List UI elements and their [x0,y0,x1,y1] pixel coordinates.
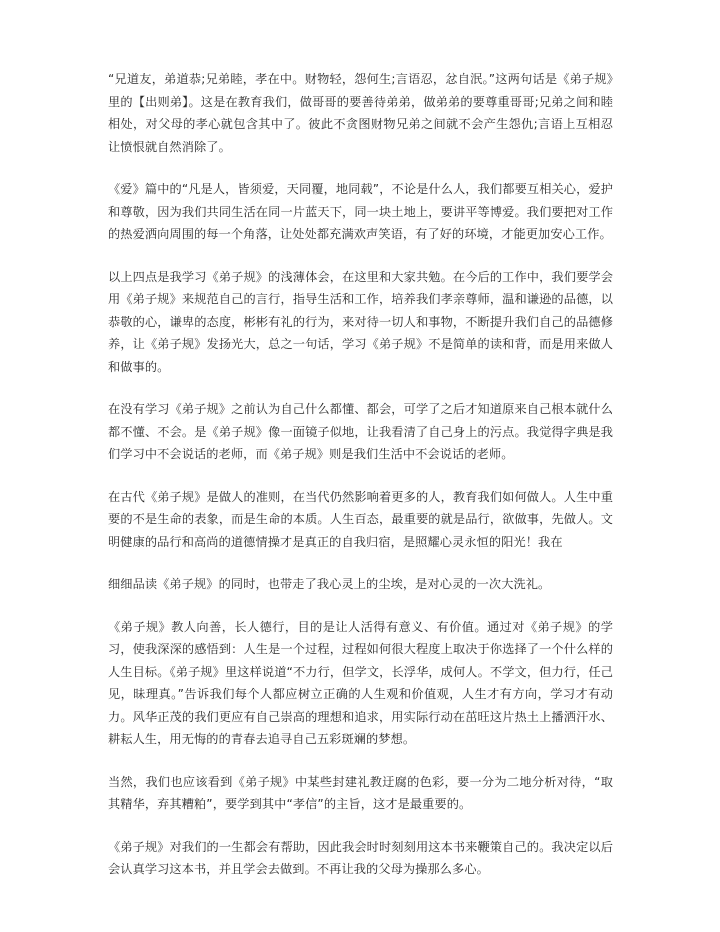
paragraph-3: 以上四点是我学习《弟子规》的浅薄体会，在这里和大家共勉。在今后的工作中，我们要学会用《弟子规》来规范自己的言行，指导生活和工作，培养我们孝亲尊师，温和谦逊的品德，以恭敬的心，谦卑的态度，彬彬有礼的行为，来对待一切人和事物，不断提升我们自己的品德修养，让《弟子规》发扬光大，总之一句话，学习《弟子规》不是简单的读和背，而是用来做人和做事的。 [108,269,613,374]
paragraph-6: 细细品读《弟子规》的同时，也带走了我心灵上的尘埃，是对心灵的一次大洗礼。 [108,577,551,591]
document-body [108,68,613,901]
paragraph-5: 在古代《弟子规》是做人的准则，在当代仍然影响着更多的人，教育我们如何做人。人生中重要的不是生命的表象，而是生命的本质。人生百态，最重要的就是品行，欲做事，先做人。文明健康的品行和高尚的道德情操才是真正的自我归宿，是照耀心灵永恒的阳光！我在 [108,489,613,549]
paragraph-9: 《弟子规》对我们的一生都会有帮助，因此我会时时刻刻用这本书来鞭策自己的。我决定以后会认真学习这本书，并且学会去做到。不再让我的父母为操那么多心。 [108,839,613,876]
paragraph-8: 当然，我们也应该看到《弟子规》中某些封建礼教迂腐的色彩，要一分为二地分析对待，“取其精华，弃其糟粕”，要学到其中“孝信”的主旨，这才是最重要的。 [108,774,613,811]
paragraph-1: “兄道友，弟道恭;兄弟睦，孝在中。财物轻，怨何生;言语忍，忿自泯。”这两句话是《弟子规》里的【出则弟】。这是在教育我们，做哥哥的要善待弟弟，做弟弟的要尊重哥哥;兄弟之间和睦相处，对父母的孝心就包含其中了。彼此不贪图财物兄弟之间就不会产生怨仇;言语上互相忍让愤恨就自然消除了。 [108,72,613,154]
paragraph-4: 在没有学习《弟子规》之前认为自己什么都懂、都会，可学了之后才知道原来自己根本就什么都不懂、不会。是《弟子规》像一面镜子似地，让我看清了自己身上的污点。我觉得字典是我们学习中不会说话的老师，而《弟子规》则是我们生活中不会说话的老师。 [108,402,613,461]
paragraph-2: 《爱》篇中的“凡是人，皆须爱，天同覆，地同载”，不论是什么人，我们都要互相关心，爱护和尊敬，因为我们共同生活在同一片蓝天下，同一块土地上，要讲平等博爱。我们要把对工作的热爱洒向周围的每一个角落，让处处都充满欢声笑语，有了好的环境，才能更加安心工作。 [108,182,613,241]
paragraph-7: 《弟子规》教人向善，长人德行，目的是让人活得有意义、有价值。通过对《弟子规》的学习，使我深深的感悟到：人生是一个过程，过程如何很大程度上取决于你选择了一个什么样的人生目标。《弟子规》里这样说道“不力行，但学文，长浮华，成何人。不学文，但力行，任己见，昧理真。”告诉我们每个人都应树立正确的人生观和价值观，人生才有方向，学习才有动力。风华正茂的我们更应有自己崇高的理想和追求，用实际行动在茁旺这片热土上播洒汗水、耕耘人生，用无悔的的青春去追寻自己五彩斑斓的梦想。 [108,619,613,746]
